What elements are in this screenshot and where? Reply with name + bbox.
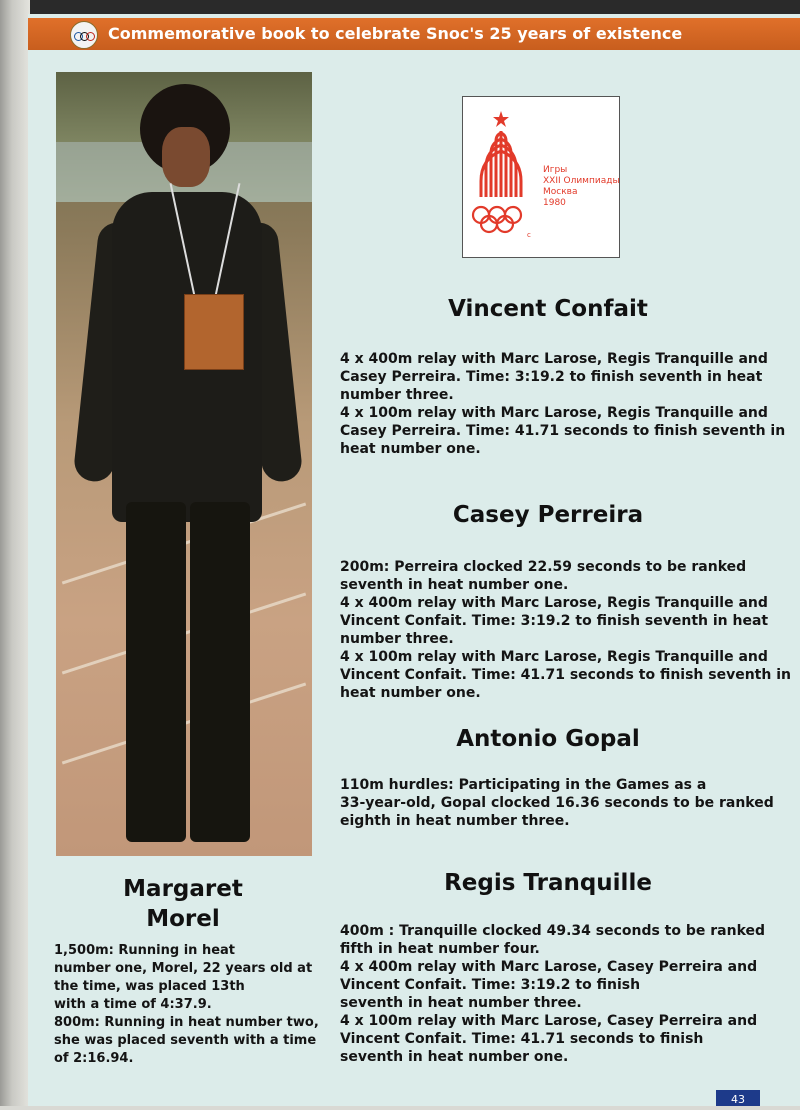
body-line: 1,500m: Running in heat <box>54 943 236 958</box>
body-line: 33-year-old, Gopal clocked 16.36 seconds to be ranked <box>340 795 774 811</box>
athlete-photo <box>56 72 312 856</box>
body-line: 4 x 100m relay with Marc Larose, Regis Tranquille and <box>340 649 768 665</box>
body-line: 800m: Running in heat number two, <box>54 1015 319 1030</box>
section-body-casey-perreira <box>340 558 791 702</box>
scan-top-edge <box>0 0 800 14</box>
body-line: number three. <box>340 631 454 647</box>
book-page <box>28 14 800 1106</box>
body-line: of 2:16.94. <box>54 1051 134 1066</box>
body-line: 4 x 100m relay with Marc Larose, Regis Tranquille and <box>340 405 768 421</box>
logo-caption-line: 1980 <box>543 198 566 208</box>
body-line: with a time of 4:37.9. <box>54 997 212 1012</box>
section-heading-vincent-confait: Vincent Confait <box>448 296 648 322</box>
body-line: number one, Morel, 22 years old at <box>54 961 313 976</box>
body-line: 4 x 400m relay with Marc Larose, Regis Tranquille and <box>340 351 768 367</box>
body-line: heat number one. <box>340 441 481 457</box>
body-line: 400m : Tranquille clocked 49.34 seconds to be ranked <box>340 923 766 939</box>
body-line: seventh in heat number three. <box>340 995 582 1011</box>
heading-line: Morel <box>146 906 220 932</box>
page-number: 43 <box>716 1090 760 1106</box>
body-line: 110m hurdles: Participating in the Games as a <box>340 777 707 793</box>
section-heading-casey-perreira: Casey Perreira <box>452 502 644 528</box>
body-line: fifth in heat number four. <box>340 941 540 957</box>
body-line: number three. <box>340 387 454 403</box>
body-line: Vincent Confait. Time: 3:19.2 to finish <box>340 977 641 993</box>
body-line: Vincent Confait. Time: 41.71 seconds to finish <box>340 1031 704 1047</box>
logo-caption-line: Москва <box>543 187 578 197</box>
body-line: the time, was placed 13th <box>54 979 245 994</box>
logo-copyright: c <box>527 231 531 239</box>
body-line: Casey Perreira. Time: 41.71 seconds to finish seventh in <box>340 423 786 439</box>
body-line: seventh in heat number one. <box>340 1049 569 1065</box>
snoc-logo-icon <box>70 21 98 49</box>
body-line: eighth in heat number three. <box>340 813 570 829</box>
section-heading-regis-tranquille: Regis Tranquille <box>444 870 652 896</box>
body-line: Vincent Confait. Time: 3:19.2 to finish seventh in heat <box>340 613 769 629</box>
section-body-vincent-confait <box>340 350 788 458</box>
body-line: she was placed seventh with a time <box>54 1033 317 1048</box>
body-line: Vincent Confait. Time: 41.71 seconds to finish seventh in <box>340 667 791 683</box>
header-band <box>28 18 800 50</box>
body-line: seventh in heat number one. <box>340 577 569 593</box>
body-line: heat number one. <box>340 685 481 701</box>
logo-caption-line: XXII Олимпиады <box>543 176 620 186</box>
body-line: 4 x 100m relay with Marc Larose, Casey Perreira and <box>340 1013 758 1029</box>
section-body-antonio-gopal <box>340 776 788 830</box>
section-body-regis-tranquille <box>340 922 788 1066</box>
body-line: 200m: Perreira clocked 22.59 seconds to be ranked <box>340 559 747 575</box>
header-title: Commemorative book to celebrate Snoc's 25 years of existence <box>108 24 683 43</box>
section-heading-antonio-gopal: Antonio Gopal <box>456 726 640 752</box>
body-line: Casey Perreira. Time: 3:19.2 to finish seventh in heat <box>340 369 763 385</box>
body-line: 4 x 400m relay with Marc Larose, Casey Perreira and <box>340 959 758 975</box>
body-line: 4 x 400m relay with Marc Larose, Regis Tranquille and <box>340 595 768 611</box>
moscow-1980-logo <box>462 96 620 258</box>
book-spine-edge <box>0 0 30 1106</box>
heading-line: Margaret <box>123 876 243 902</box>
logo-caption <box>543 165 620 209</box>
section-heading-margaret-morel <box>88 874 278 934</box>
logo-caption-line: Игры <box>543 165 568 175</box>
section-body-margaret-morel <box>54 942 324 1068</box>
